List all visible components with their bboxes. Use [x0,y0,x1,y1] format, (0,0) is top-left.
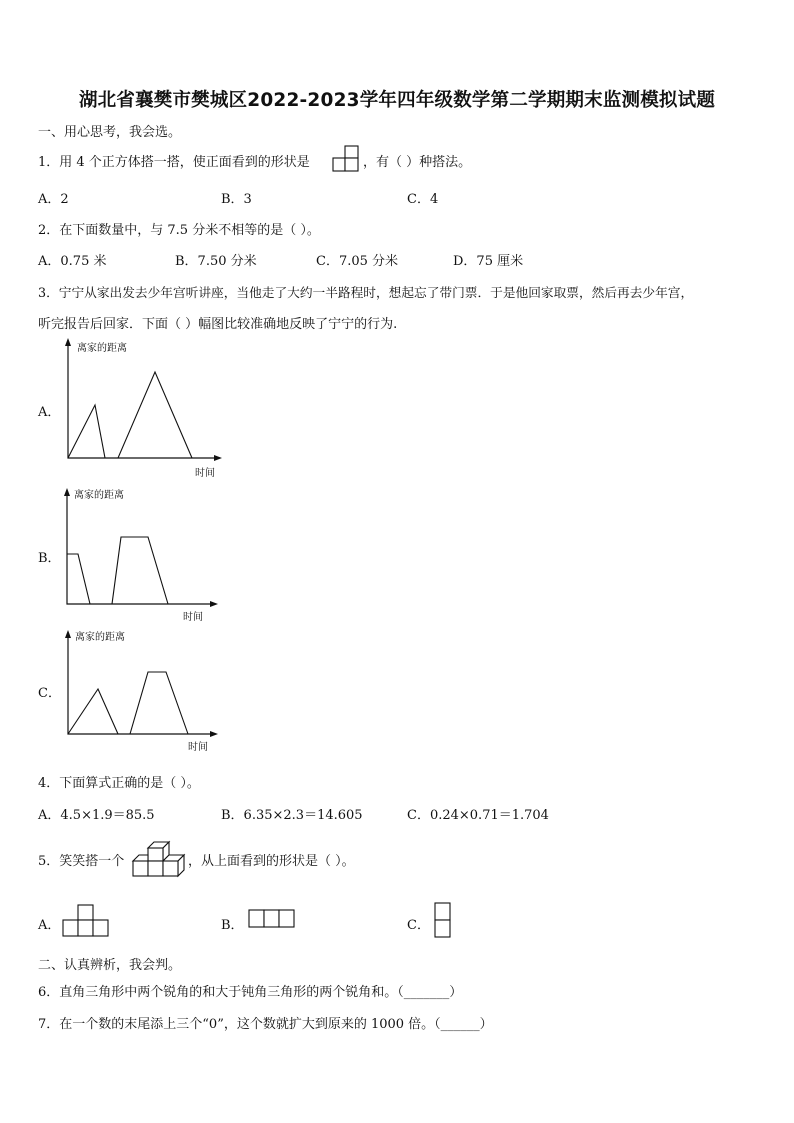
q3-option-b-label[interactable]: B． [38,551,61,566]
question-5-text-end: ，从上面看到的形状是（ ）。 [188,854,355,869]
graph-c-ylabel: 离家的距离 [75,632,125,643]
page-title: 湖北省襄樊市樊城区2022-2023学年四年级数学第二学期期末监测模拟试题 [78,90,716,111]
q3-graph-b [55,485,230,630]
question-3-text-line-1: 3．宁宁从家出发去少年宫听讲座，当他走了大约一半路程时，想起忘了带门票．于是他回家取票，然后再去少年宫， [38,285,694,300]
question-2-text: 2．在下面数量中，与 7.5 分米不相等的是（ ）。 [38,223,320,238]
question-5-text: 5．笑笑搭一个 [38,854,125,869]
q4-option-c[interactable]: C．0.24×0.71＝1.704 [407,808,549,823]
q3-graph-a [55,335,230,485]
q5-option-a-shape [62,904,112,940]
front-view-shape-figure [333,145,361,173]
q3-option-a-label[interactable]: A． [38,405,61,420]
q1-option-c[interactable]: C．4 [407,192,439,207]
question-4-text: 4．下面算式正确的是（ ）。 [38,776,200,791]
q3-option-c-label[interactable]: C． [38,686,61,701]
q2-option-c[interactable]: C．7.05 分米 [316,254,399,269]
q5-option-c-shape [434,902,454,940]
graph-a-ylabel: 离家的距离 [77,343,127,354]
question-1-text-end: ，有（ ）种搭法。 [363,155,472,170]
q4-option-a[interactable]: A．4.5×1.9＝85.5 [38,808,155,823]
q4-option-b[interactable]: B．6.35×2.3＝14.605 [221,808,363,823]
graph-a-xlabel: 时间 [195,468,215,479]
section-1-heading: 一、用心思考，我会选。 [38,125,182,140]
graph-b-xlabel: 时间 [183,612,203,623]
graph-c-xlabel: 时间 [188,742,208,753]
question-1-text: 1．用 4 个正方体搭一搭，使正面看到的形状是 [38,155,310,170]
q1-option-b[interactable]: B．3 [221,192,252,207]
question-3-text-line-2: 听完报告后回家．下面（ ）幅图比较准确地反映了宁宁的行为. [38,317,398,332]
question-6-text: 6．直角三角形中两个锐角的和大于钝角三角形的两个锐角和。（_______） [38,985,463,1000]
q2-option-a[interactable]: A．0.75 米 [38,254,107,269]
q5-option-c-label[interactable]: C． [407,918,430,933]
question-7-text: 7．在一个数的末尾添上三个“0”，这个数就扩大到原来的 1000 倍。（______） [38,1017,493,1032]
q5-option-b-label[interactable]: B． [221,918,244,933]
q1-option-a[interactable]: A．2 [38,192,69,207]
q2-option-d[interactable]: D．75 厘米 [453,254,524,269]
cube-stack-figure [131,838,187,878]
q2-option-b[interactable]: B．7.50 分米 [175,254,257,269]
graph-b-ylabel: 离家的距离 [74,490,124,501]
section-2-heading: 二、认真辨析，我会判。 [38,958,182,973]
q3-graph-c [55,627,230,757]
q5-option-b-shape [248,909,298,931]
q5-option-a-label[interactable]: A． [38,918,61,933]
